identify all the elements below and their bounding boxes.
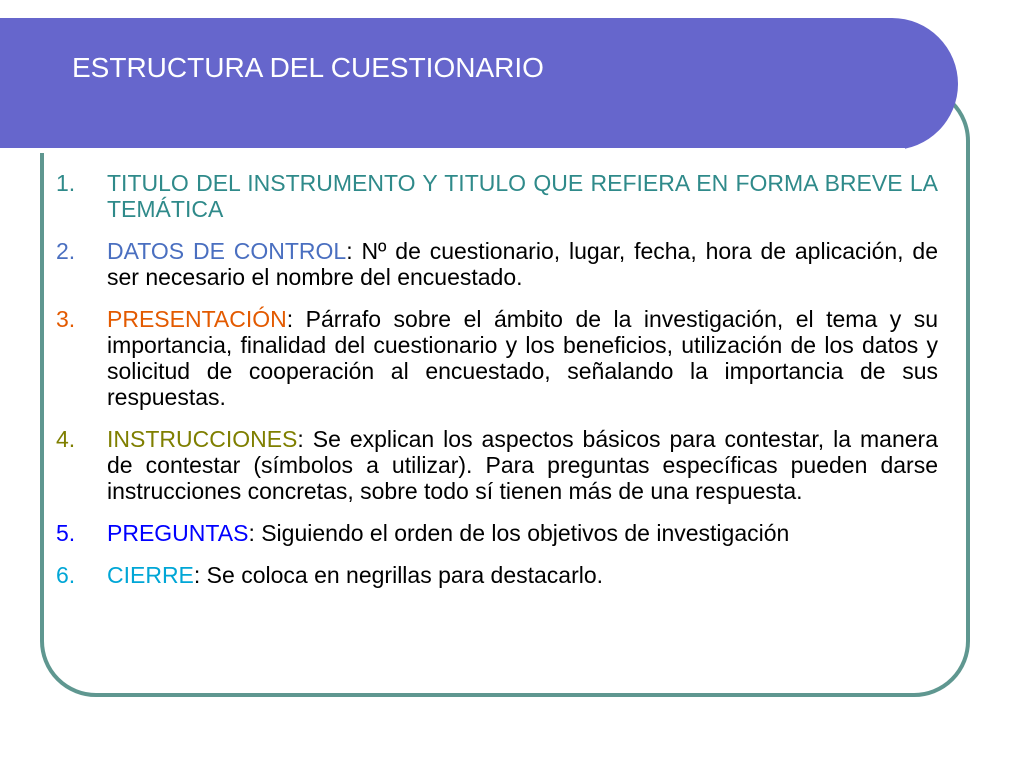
item-separator: : (248, 520, 255, 546)
item-number: 4. (56, 426, 76, 452)
item-body: Párrafo sobre el ámbito de la investigación, el tema y su importancia, finalidad del cuestionario y los beneficios, utilización de los datos y solicitud de cooperación al encuestado, señalando la importancia de sus respuestas. (107, 306, 938, 410)
item-separator: : (297, 426, 304, 452)
banner-underline (0, 148, 905, 153)
item-lead: TITULO DEL INSTRUMENTO Y TITULO QUE REFIERA EN FORMA BREVE LA TEMÁTICA (107, 170, 938, 222)
item-lead: CIERRE (107, 562, 194, 588)
item-number: 2. (56, 238, 76, 264)
list-item-6 (56, 562, 938, 588)
list-item-4 (56, 426, 938, 504)
item-number: 5. (56, 520, 76, 546)
list-item-3 (56, 306, 938, 410)
item-separator: : (286, 306, 294, 332)
item-body: Nº de cuestionario, lugar, fecha, hora de aplicación, de ser necesario el nombre del encuestado. (107, 238, 938, 290)
structure-list (56, 170, 938, 588)
item-separator: : (193, 562, 201, 588)
list-item-5 (56, 520, 938, 546)
item-body: Se explican los aspectos básicos para contestar, la manera de contestar (símbolos a utilizar). Para preguntas específicas pueden darse instrucciones concretas, sobre todo sí tienen más de una respuesta. (107, 426, 938, 504)
item-body: Se coloca en negrillas para destacarlo. (200, 562, 604, 588)
item-lead: INSTRUCCIONES (107, 426, 298, 452)
list-item-2 (56, 238, 938, 290)
title-banner (0, 18, 958, 150)
item-lead: DATOS DE CONTROL (107, 238, 347, 264)
item-body: Siguiendo el orden de los objetivos de investigación (254, 520, 790, 546)
list-item-1 (56, 170, 938, 222)
item-number: 6. (56, 562, 76, 588)
item-separator: : (346, 238, 353, 264)
item-lead: PREGUNTAS (107, 520, 249, 546)
item-number: 1. (56, 170, 76, 196)
slide-title: ESTRUCTURA DEL CUESTIONARIO (72, 52, 544, 83)
item-lead: PRESENTACIÓN (107, 306, 287, 332)
item-number: 3. (56, 306, 76, 332)
